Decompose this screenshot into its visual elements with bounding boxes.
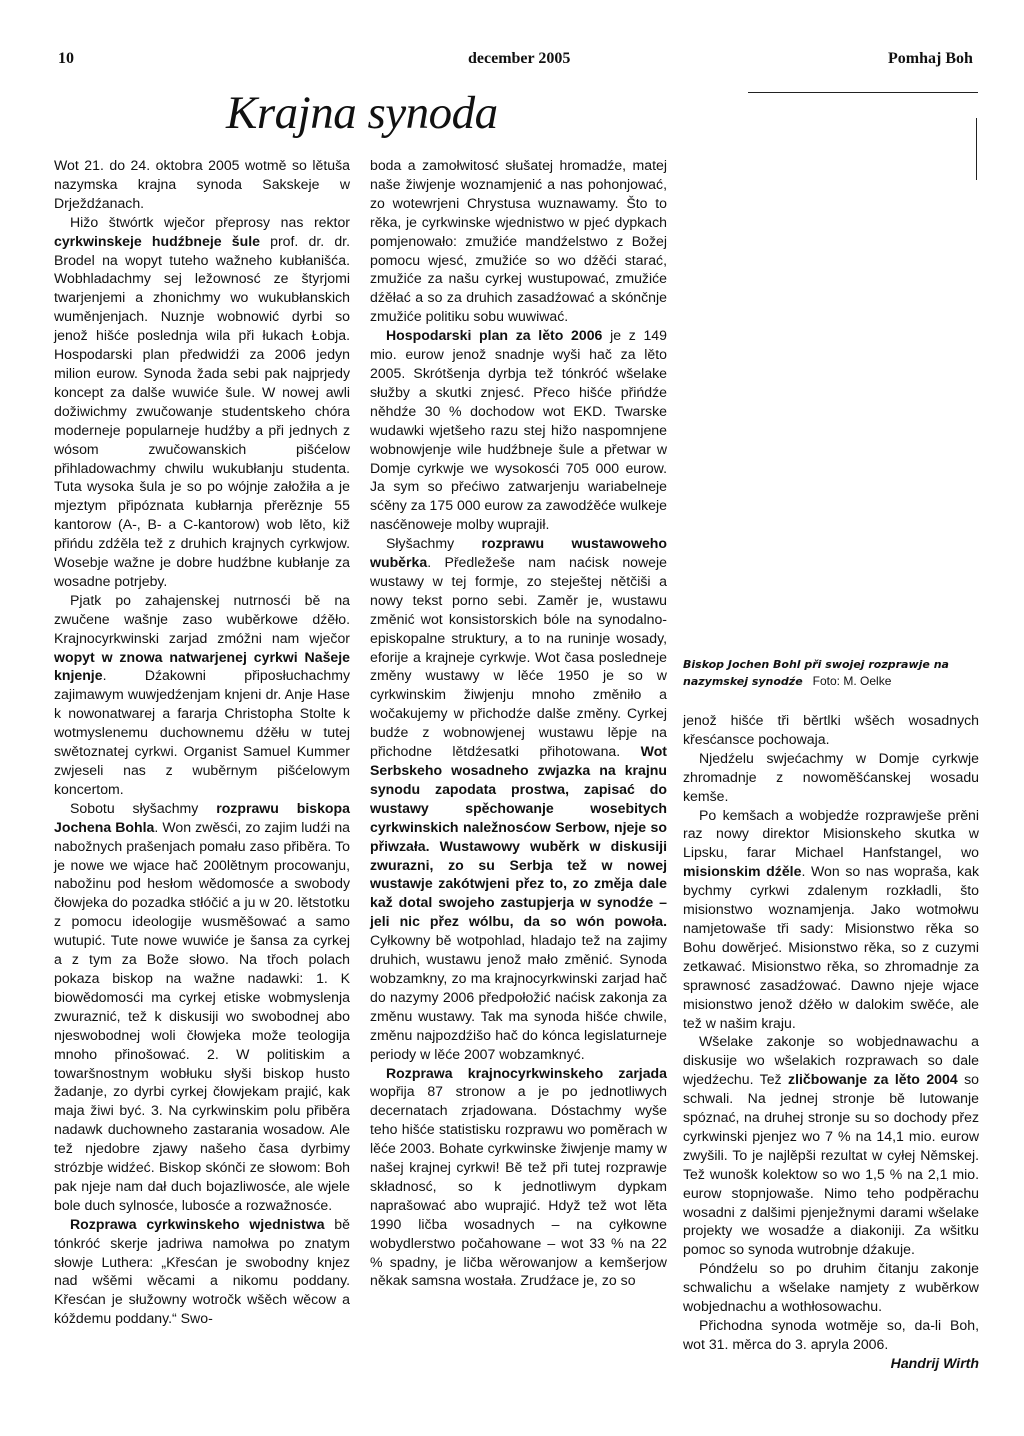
header-rule	[748, 92, 978, 93]
paragraph: boda a zamołwitosć słušatej hromadźe, matej naše žiwjenje woznamjenić a nas pohonjować, zo wotewrjeni Chrystusa wuznawamy. Što to rěka, je cyrkwinske wjednistwo w pjeć dypkach pomjenowało: zmužiće mandźelstwo z Božej pomocu wjesć, zmužiće so wo dźěći starać, zmužiće za našu cyrkej wustupować, zmužiće dźěłać a so za druhich zasadźować a skónčnje zmužiće politiku sobu wuwiwać.	[370, 157, 667, 325]
paragraph: Wšelake zakonje so wobjednawachu a diskusije wo wšelakich rozprawach so dale wjedźechu. Tež zličbowanje za lěto 2004 so schwali. Na jednej stronje bě lutowanje spóznać, na druhej stronje su so dochody přez cyrkwinski pjenjez wo 7 % na 14,1 mio. eurow zwyšili. To je najlěpši rezultat w cyłej Němskej. Tež wunošk kolektow so wo 1,5 % na 2,1 mio. eurow stopnjowaše. Nimo teho podpěrachu wosadni z dalšimi pjenježnymi darami wšelake projekty we wosadźe a diakoniji. Za wšitku pomoc so synoda wutrobnje dźakuje.	[683, 1033, 979, 1258]
paragraph: Wot 21. do 24. oktobra 2005 wotmě so lětuša nazymska krajna synoda Sakskeje w Drježdźanach.	[54, 157, 350, 211]
emphasis: wopyt w znowa natwarjenej cyrkwi Našeje knjenje	[54, 648, 350, 684]
emphasis: rozprawu wustawoweho wuběrka	[370, 535, 667, 571]
paragraph: Słyšachmy rozprawu wustawoweho wuběrka. Předležeše nam naćisk noweje wustawy w tej formje, zo steještej nětčiši a nowy tekst porno sebi. Zaměr je, wustawu změnić wot konsistorskich bóle na synodalno-episkopalne struktury, a to na runinje wosady, eforije a krajneje cyrkwje. Wot časa posledneje změny wustawy w lěće 1950 je so w cyrkwinskim žiwjenju mnoho změniło a wočakujemy w přichodźe dalše změny. Cyrkej budźe z wobnowjenej wustawu lěpje na přichodne lětdźesatki přihotowana. Wot Serbskeho wosadneho zwjazka na krajnu synodu zapodata prostwa, zapisać do wustawy spěchowanje wosebitych cyrkwinskich naležnosćow Serbow, njeje so přiwzała. Wustawowy wuběrk w diskusiji zwurazni, zo su Serbja tež w nowej wustawje zakótwjeni přez to, zo změja dale kaž dotal swojeho zastupjerja w synodźe – jeli nic přez wólbu, da so wón powoła. Cyłkowny bě wotpohlad, hladajo tež na zajimy druhich, wustawu jenož mało změnić. Synoda wobzamkny, zo ma krajnocyrkwinski zarjad hač do nazymy 2006 předpołožić naćisk zakonja za změnu wustawy. Tak ma synoda hišće chwile, změnu najpozdźišo hač do kónca legislaturneje periody w lěće 2007 wobzamknyć.	[370, 535, 667, 1062]
paragraph: Hižo štwórtk wječor přeprosy nas rektor cyrkwinskeje hudźbneje šule prof. dr. dr. Brodel na wopyt tuteho wažneho kubłanišća. Wobhladachmy sej ležownosć ze štyrjomi twarjenjemi a zhonichmy wo wukubłanskich wuměnjenjach. Nuznje wobnowić dyrbi so jenož hišće poslednja wila při łukach Łobja. Hospodarski plan předwidźi za 2006 jedyn milion eurow. Synoda žada sebi pak najprjedy koncept za dalše wuwiće šule. W nowej awli dožiwichmy zwučowanje studentskeho chóra moderneje popularneje hudźby a při jednych z wósom zwučowanskich pišćelow přihladowachmy chwilu wukubłanju studenta. Tuta wysoka šula je so po wójnje załožiła a je mjeztym připóznata kubłarnja přerěznje 55 kantorow (A-, B- a C-kantorow) wob lěto, kiž přińdu zdźěla tež z druhich krajnych cyrkwjow. Wosebje wažne je dobre hudźbne kubłanje za wosadne potrjeby.	[54, 213, 350, 589]
paragraph: Hospodarski plan za lěto 2006 je z 149 mio. eurow jenož snadnje wyši hač za lěto 2005. Skrótšenja dyrbja tež tónkróć wšelake słužby a skutki znjesć. Přeco hišće přińdźe něhdźe 30 % dochodow wot EKD. Twarske wudawki wjetšeho razu stej hižo naspomnjene wobnowjenje wile hudźbneje šule a přetwar w Domje cyrkwje we wysokosći 705 000 eurow. Ja sym so přećiwo zatwarjenju wariabelneje sćěny za 175 000 eurow za zawodźěće wulkeje nasćěnoweje molby wuprajił.	[370, 327, 667, 533]
paragraph: jenož hišće tři běrtlki wšěch wosadnych křesćansce pochowaja.	[683, 712, 979, 747]
publication-name: Pomhaj Boh	[888, 50, 973, 67]
photo-credit: Foto: M. Oelke	[812, 674, 892, 688]
emphasis: Rozprawa krajnocyrkwinskeho zarjada	[386, 1064, 667, 1081]
paragraph: Njedźelu swjećachmy w Domje cyrkwje zhromadnje z nowoměšćanskej wosadu kemše.	[683, 749, 979, 804]
article-column-2	[370, 156, 667, 1290]
emphasis: Hospodarski plan za lěto 2006	[386, 327, 603, 344]
column-rule	[976, 118, 977, 180]
caption-text: Biskop Jochen Bohl při swojej rozprawje na nazymskej synodźe	[683, 658, 949, 688]
article-column-3	[683, 711, 979, 1373]
emphasis: zličbowanje za lěto 2004	[788, 1071, 958, 1088]
article-title: Krajna synoda	[226, 87, 498, 139]
paragraph: Rozprawa krajnocyrkwinskeho zarjada wopřija 87 stronow a je po jednotliwych decernatach zrjadowana. Dóstachmy wyše teho hišće statistisku rozprawu wo poměrach w lěće 2003. Bohate cyrkwinske žiwjenje mamy w našej krajnej cyrkwi! Bě tež při tutej rozprawje składnosć, so k jednotliwym dypkam naprašować abo wuprajić. Hdyž tež wot lěta 1990 ličba wosadnych – na cyłkowne wobydlerstwo počahowane – wot 33 % na 22 % spadny, je ličba wěrowanjow a kemšerjow někak samsna wostała. Zrudźace je, zo so	[370, 1064, 667, 1289]
issue-date: december 2005	[468, 50, 571, 67]
page-number: 10	[58, 50, 74, 67]
article-column-1	[54, 156, 350, 1328]
paragraph: Pjatk po zahajenskej nutrnosći bě na zwučene wašnje zaso wuběrkowe dźěło. Krajnocyrkwinski zarjad zmóžni nam wječor wopyt w znowa natwarjenej cyrkwi Našeje knjenje. Dźakowni připosłuchachmy zajimawym wuwjedźenjam knjeni dr. Anje Hase k nowonatwarej a fararja Christopha Stolte k wotmyslenemu duchownemu dźěłu w tutej swětoznatej cyrkwi. Organist Samuel Kummer zwjeseli nas z wuběrnym pišćelowym koncertom.	[54, 591, 350, 797]
emphasis: misionskim dźěle	[683, 863, 802, 880]
paragraph: Po kemšach a wobjedźe rozprawješe prěni raz nowy direktor Misionskeho skutka w Lipsku, farar Michael Hanfstangel, wo misionskim dźěle. Won so nas wopraša, kak bychmy cyrkwi zdalenym rozkładli, što misionstwo woznamjenja. Jako wotmołwu namjetowaše tři sady: Misionstwo rěka so Bohu dowěrjeć. Misionstwo rěka, so z cuzymi zetkawać. Misionstwo rěka, so zhromadnje za sprawnosć zasadźować. Dawno njeje wjace misionstwo jenož dźěło w dalokim swěće, ale tež w našim kraju.	[683, 806, 979, 1031]
emphasis: rozprawu biskopa Jochena Bohla	[54, 799, 350, 835]
paragraph: Přichodna synoda wotměje so, da-li Boh, wot 31. měrca do 3. apryla 2006.	[683, 1317, 979, 1352]
paragraph: Sobotu słyšachmy rozprawu biskopa Jochena Bohla. Won zwěsći, zo zajim ludźi na nabožnych prašenjach pomału zaso přiběra. To je nowe we wjace hač 200lětnym procowanju, nabožinu pod hesłom wědomosće a swobody čłowjeka do pozadka stłóčić a ju w 20. lětstotku z pomocu ideologije wusměšować a samo wutupić. Tute nowe wuwiće je šansa za cyrkej a z tym za Bože słowo. Na třoch polach pokaza biskop na wažne nadawki: 1. K biowědomosći ma cyrkej etiske wobmyslenja zwuraznić, tež k diskusiji wo swobodnej abo njeswobodnej woli čłowjeka može teologija mnoho přinošować. 2. W politiskim a towaršnostnym wobłuku słyši biskop husto žadanje, zo dyrbi cyrkej čłowjekam prajić, kak maja žiwi być. 3. Na cyrkwinskim polu přiběra nadawk duchowneho zastarania wosadow. Ale tež njedobre zjawy našeho časa dyrbimy strózbje widźeć. Biskop skónči ze słowom: Boh pak njeje nam dał duch bojazliwosće, ale wjele bole duch sylnosće, lubosće a rozwažnosće.	[54, 799, 350, 1213]
emphasis: Wot Serbskeho wosadneho zwjazka na krajnu synodu zapodata prostwa, zapisać do wustawy spěchowanje wosebitych cyrkwinskich naležnosćow Serbow, njeje so přiwzała. Wustawowy wuběrk w diskusiji zwurazni, zo su Serbja tež w nowej wustawje zakótwjeni přez to, zo změja dale kaž dotal swojeho zastupjerja w synodźe – jeli nic přez wólbu, da so wón powoła.	[370, 743, 667, 930]
photo-caption	[683, 656, 983, 690]
paragraph: Rozprawa cyrkwinskeho wjednistwa bě tónkróć skerje jadriwa namołwa po znatym słowje Luthera: „Křesćan je swobodny knjez nad wšěmi wěcami a nikomu poddany. Křesćan je słužowny wotročk wšěch wěcow a kóždemu poddany.“ Swo-	[54, 1215, 350, 1327]
author-signature: Handrij Wirth	[890, 1354, 979, 1371]
emphasis: cyrkwinskeje hudźbneje šule	[54, 232, 260, 249]
emphasis: Rozprawa cyrkwinskeho wjednistwa	[70, 1215, 325, 1232]
paragraph: Póndźelu so po druhim čitanju zakonje schwalichu a wšelake namjety z wuběrkow wobjednachu a wothłosowachu.	[683, 1260, 979, 1315]
